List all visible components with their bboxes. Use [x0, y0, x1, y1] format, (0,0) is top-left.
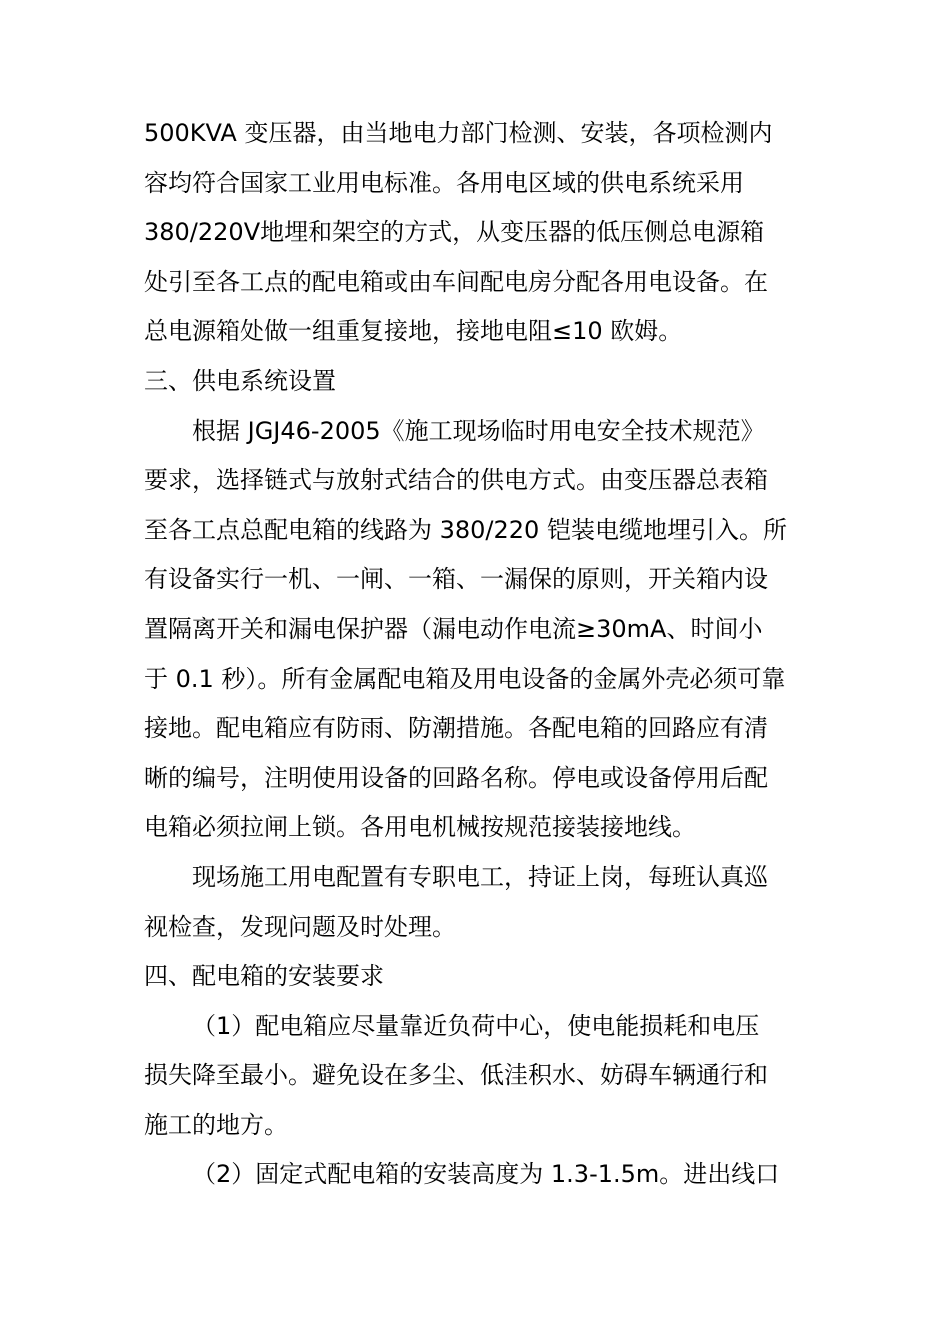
paragraph-line: 施工的地方。 [144, 1110, 288, 1139]
paragraph-line: 380/220V地埋和架空的方式，从变压器的低压侧总电源箱 [144, 218, 765, 247]
paragraph-line: 至各工点总配电箱的线路为 380/220 铠装电缆地埋引入。所 [144, 515, 787, 544]
list-item-line: （2）固定式配电箱的安装高度为 1.3-1.5m。进出线口 [192, 1160, 780, 1189]
section-heading: 三、供电系统设置 [144, 366, 336, 395]
paragraph-line: 处引至各工点的配电箱或由车间配电房分配各用电设备。在 [144, 267, 768, 296]
paragraph-line: 根据 JGJ46-2005《施工现场临时用电安全技术规范》 [192, 416, 765, 445]
paragraph-line: 损失降至最小。避免设在多尘、低洼积水、妨碍车辆通行和 [144, 1061, 768, 1090]
paragraph-line: 晰的编号，注明使用设备的回路名称。停电或设备停用后配 [144, 763, 768, 792]
paragraph-line: 有设备实行一机、一闸、一箱、一漏保的原则，开关箱内设 [144, 565, 768, 594]
paragraph-line: 置隔离开关和漏电保护器（漏电动作电流≥30mA、时间小 [144, 614, 763, 643]
list-item-line: （1）配电箱应尽量靠近负荷中心，使电能损耗和电压 [192, 1011, 760, 1040]
paragraph-line: 于 0.1 秒）。所有金属配电箱及用电设备的金属外壳必须可靠 [144, 664, 786, 693]
paragraph-line: 要求，选择链式与放射式结合的供电方式。由变压器总表箱 [144, 466, 768, 495]
paragraph-line: 现场施工用电配置有专职电工，持证上岗，每班认真巡 [192, 862, 768, 891]
paragraph-line: 容均符合国家工业用电标准。各用电区域的供电系统采用 [144, 168, 744, 197]
paragraph-line: 总电源箱处做一组重复接地，接地电阻≤10 欧姆。 [144, 317, 683, 346]
body-text [144, 109, 824, 1200]
paragraph-line: 500KVA 变压器，由当地电力部门检测、安装，各项检测内 [144, 119, 773, 147]
paragraph-line: 视检查，发现问题及时处理。 [144, 912, 456, 941]
paragraph-line: 电箱必须拉闸上锁。各用电机械按规范接装接地线。 [144, 813, 696, 842]
paragraph-line: 接地。配电箱应有防雨、防潮措施。各配电箱的回路应有清 [144, 714, 768, 743]
section-heading: 四、配电箱的安装要求 [144, 962, 384, 991]
